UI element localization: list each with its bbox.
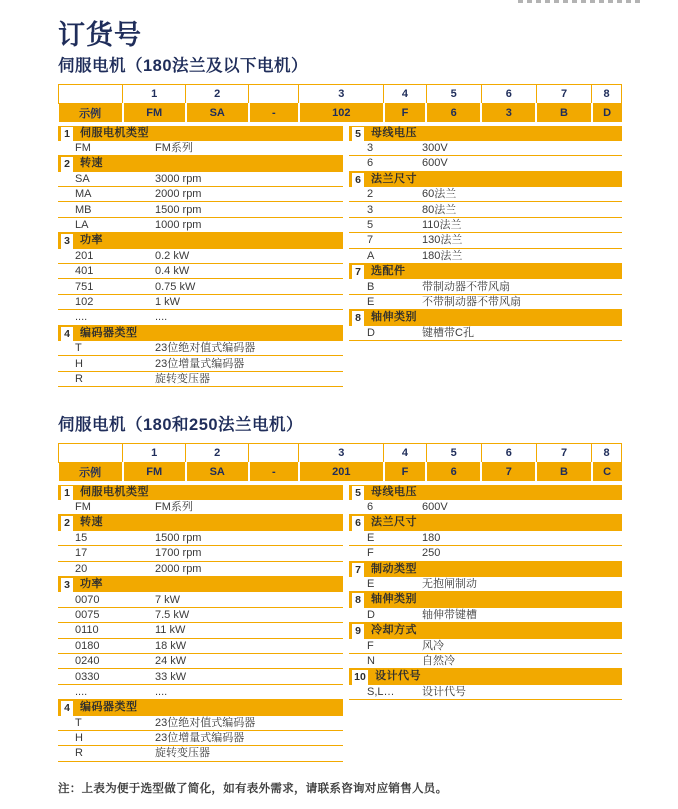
- code-cell: B: [367, 280, 375, 293]
- code-row: [58, 218, 343, 233]
- section-header: [58, 126, 343, 141]
- code-cell: E: [367, 578, 375, 591]
- table-example-cell: SA: [186, 104, 249, 122]
- code-row: [58, 172, 343, 187]
- section-title: 轴伸类别: [364, 310, 622, 325]
- description-cell: FM系列: [155, 501, 193, 514]
- section-number: 6: [349, 515, 364, 530]
- section-title: 制动类型: [364, 562, 622, 577]
- code-row: [58, 356, 343, 371]
- section-number: 1: [58, 485, 73, 500]
- description-cell: 0.75 kW: [155, 280, 196, 293]
- section-number: 5: [349, 485, 364, 500]
- description-cell: 1700 rpm: [155, 547, 202, 560]
- table-header-cell: 6: [481, 444, 536, 463]
- code-cell: 102: [75, 295, 94, 308]
- code-cell: N: [367, 655, 375, 668]
- section-number: 7: [349, 562, 364, 577]
- table-header-cell: 3: [299, 85, 384, 104]
- code-row: [349, 141, 622, 156]
- table-example-cell: 6: [426, 463, 481, 481]
- description-cell: 23位绝对值式编码器: [155, 716, 256, 729]
- code-cell: 0110: [75, 624, 99, 637]
- footnote: 注：上表为便于选型做了简化，如有表外需求，请联系咨询对应销售人员。: [58, 782, 448, 795]
- section-title: 冷却方式: [364, 623, 622, 638]
- code-cell: D: [367, 326, 375, 339]
- code-cell: 17: [75, 547, 88, 560]
- table-header-cell: [249, 444, 299, 463]
- code-row: [58, 669, 343, 684]
- code-row: [349, 187, 622, 202]
- section-title: 轴伸类别: [364, 592, 622, 607]
- table-header-cell: [59, 444, 123, 463]
- section-number: 2: [58, 515, 73, 530]
- description-cell: 7 kW: [155, 593, 181, 606]
- section-number: 6: [349, 172, 364, 187]
- table-example-cell: F: [384, 463, 426, 481]
- code-cell: T: [75, 342, 82, 355]
- description-cell: 轴伸带键槽: [422, 608, 477, 621]
- code-row: [58, 500, 343, 515]
- table-example-cell: FM: [123, 463, 186, 481]
- code-cell: 0180: [75, 639, 100, 652]
- section-number: 9: [349, 623, 364, 638]
- code-cell: 401: [75, 265, 94, 278]
- section-title: 功率: [73, 577, 343, 592]
- description-cell: 18 kW: [155, 639, 187, 652]
- code-cell: A: [367, 249, 375, 262]
- code-row: [349, 218, 622, 233]
- section-number: 4: [58, 326, 73, 341]
- description-cell: 60法兰: [422, 188, 457, 201]
- code-row: [58, 141, 343, 156]
- section-header: [349, 126, 622, 141]
- section-header: [58, 326, 343, 341]
- table-example-cell: C: [592, 463, 622, 481]
- section-title: 法兰尺寸: [364, 515, 622, 530]
- table-example-cell: D: [592, 104, 622, 122]
- table-example-cell: B: [536, 463, 591, 481]
- table-header-cell: 8: [592, 444, 622, 463]
- description-cell: 7.5 kW: [155, 608, 190, 621]
- section-columns: [58, 126, 622, 388]
- block-subtitle: 伺服电机（180和250法兰电机）: [58, 416, 304, 435]
- section-columns: [58, 485, 622, 762]
- code-cell: MA: [75, 188, 92, 201]
- section-title: 编码器类型: [73, 326, 343, 341]
- code-row: [58, 546, 343, 561]
- table-header-cell: 4: [384, 85, 426, 104]
- code-cell: F: [367, 547, 374, 560]
- code-row: [349, 608, 622, 623]
- section-header: [349, 485, 622, 500]
- code-row: [58, 295, 343, 310]
- code-row: [58, 372, 343, 387]
- description-cell: 不带制动器不带风扇: [422, 295, 521, 308]
- code-cell: MB: [75, 203, 92, 216]
- section-header: [349, 172, 622, 187]
- section-header: [349, 264, 622, 279]
- left-column: [58, 126, 343, 388]
- section-number: 8: [349, 592, 364, 607]
- section-number: 7: [349, 264, 364, 279]
- table-example-cell: 201: [299, 463, 384, 481]
- description-cell: 33 kW: [155, 670, 187, 683]
- description-cell: 带制动器不带风扇: [422, 280, 510, 293]
- description-cell: 23位增量式编码器: [155, 732, 245, 745]
- code-row: [58, 264, 343, 279]
- table-header-row: [59, 444, 622, 463]
- code-cell: S,L…: [367, 685, 395, 698]
- section-header: [349, 562, 622, 577]
- code-row: [58, 639, 343, 654]
- description-cell: 1000 rpm: [155, 219, 202, 232]
- description-cell: ....: [155, 685, 168, 698]
- order-code-table: [58, 84, 622, 122]
- right-column: [349, 126, 622, 341]
- table-example-cell: 示例: [59, 104, 123, 122]
- description-cell: 0.2 kW: [155, 249, 190, 262]
- code-row: [349, 531, 622, 546]
- page-content: [58, 0, 622, 796]
- code-row: [58, 202, 343, 217]
- section-header: [349, 515, 622, 530]
- description-cell: FM系列: [155, 142, 193, 155]
- order-code-table: [58, 443, 622, 481]
- table-header-cell: 5: [426, 444, 481, 463]
- description-cell: 180: [422, 532, 441, 544]
- code-row: [58, 654, 343, 669]
- table-header-cell: 1: [123, 85, 186, 104]
- section-number: 10: [349, 669, 368, 684]
- code-cell: F: [367, 639, 374, 652]
- table-header-cell: 2: [186, 85, 249, 104]
- code-row: [349, 500, 622, 515]
- code-row: [349, 654, 622, 669]
- order-code-blocks: [58, 56, 622, 762]
- description-cell: 80法兰: [422, 203, 457, 216]
- section-header: [349, 592, 622, 607]
- code-cell: 0075: [75, 608, 100, 621]
- section-title: 编码器类型: [73, 700, 343, 715]
- section-header: [58, 700, 343, 715]
- block-subtitle: 伺服电机（180法兰及以下电机）: [58, 57, 309, 75]
- section-header: [58, 577, 343, 592]
- section-number: 3: [58, 233, 73, 248]
- description-cell: 180法兰: [422, 249, 463, 262]
- section-header: [58, 515, 343, 530]
- description-cell: 1500 rpm: [155, 532, 202, 544]
- table-header-cell: 4: [384, 444, 426, 463]
- table-example-cell: FM: [123, 104, 186, 122]
- code-row: [349, 685, 622, 700]
- code-cell: 3: [367, 203, 374, 216]
- code-cell: FM: [75, 142, 91, 155]
- code-cell: E: [367, 295, 375, 308]
- description-cell: 2000 rpm: [155, 562, 202, 575]
- description-cell: 无抱闸制动: [422, 578, 477, 591]
- description-cell: 300V: [422, 142, 448, 155]
- code-cell: R: [75, 372, 83, 385]
- code-cell: E: [367, 532, 375, 544]
- code-cell: 5: [367, 219, 374, 232]
- table-header-row: [59, 85, 622, 104]
- description-cell: 23位增量式编码器: [155, 357, 245, 370]
- description-cell: 1 kW: [155, 295, 181, 308]
- description-cell: 0.4 kW: [155, 265, 190, 278]
- code-row: [58, 716, 343, 731]
- table-example-cell: F: [384, 104, 426, 122]
- section-header: [349, 623, 622, 638]
- code-cell: ....: [75, 685, 88, 698]
- motor-order-block: [58, 415, 622, 762]
- description-cell: 600V: [422, 501, 448, 514]
- description-cell: 24 kW: [155, 655, 187, 668]
- table-example-cell: 102: [299, 104, 384, 122]
- left-column: [58, 485, 343, 762]
- section-title: 转速: [73, 156, 343, 171]
- section-header: [58, 485, 343, 500]
- table-example-row: [59, 463, 622, 481]
- code-cell: 6: [367, 501, 374, 514]
- description-cell: 11 kW: [155, 624, 186, 637]
- code-cell: ....: [75, 311, 88, 324]
- code-row: [58, 310, 343, 325]
- table-example-cell: B: [536, 104, 591, 122]
- code-cell: 15: [75, 532, 88, 544]
- section-title: 伺服电机类型: [73, 485, 343, 500]
- right-column: [349, 485, 622, 700]
- code-row: [58, 731, 343, 746]
- code-cell: 2: [367, 188, 374, 201]
- table-example-cell: 示例: [59, 463, 123, 481]
- code-cell: 0240: [75, 655, 100, 668]
- section-title: 伺服电机类型: [73, 126, 343, 141]
- section-header: [58, 233, 343, 248]
- code-row: [349, 279, 622, 294]
- code-row: [58, 279, 343, 294]
- description-cell: 2000 rpm: [155, 188, 202, 201]
- code-row: [58, 746, 343, 761]
- table-example-row: [59, 104, 622, 122]
- table-example-cell: -: [249, 104, 299, 122]
- code-cell: FM: [75, 501, 91, 514]
- code-row: [58, 531, 343, 546]
- section-number: 5: [349, 126, 364, 141]
- code-cell: T: [75, 716, 82, 729]
- code-row: [349, 546, 622, 561]
- section-header: [349, 669, 622, 684]
- section-title: 选配件: [364, 264, 622, 279]
- code-row: [349, 233, 622, 248]
- section-number: 8: [349, 310, 364, 325]
- code-cell: H: [75, 732, 83, 745]
- description-cell: 旋转变压器: [155, 372, 210, 385]
- description-cell: 旋转变压器: [155, 747, 210, 760]
- description-cell: 110法兰: [422, 219, 462, 232]
- table-header-cell: [249, 85, 299, 104]
- code-row: [349, 295, 622, 310]
- section-title: 转速: [73, 515, 343, 530]
- code-row: [58, 341, 343, 356]
- section-title: 法兰尺寸: [364, 172, 622, 187]
- description-cell: 600V: [422, 157, 448, 170]
- table-example-cell: -: [249, 463, 299, 481]
- code-row: [58, 685, 343, 700]
- code-row: [58, 623, 343, 638]
- motor-order-block: [58, 56, 622, 387]
- table-example-cell: 3: [481, 104, 536, 122]
- code-row: [349, 326, 622, 341]
- section-header: [58, 156, 343, 171]
- section-title: 母线电压: [364, 485, 622, 500]
- section-number: 2: [58, 156, 73, 171]
- code-row: [349, 156, 622, 171]
- code-row: [349, 249, 622, 264]
- code-cell: 6: [367, 157, 374, 170]
- section-title: 母线电压: [364, 126, 622, 141]
- description-cell: 3000 rpm: [155, 172, 202, 185]
- code-row: [58, 249, 343, 264]
- table-header-cell: 8: [592, 85, 622, 104]
- description-cell: 130法兰: [422, 234, 463, 247]
- table-example-cell: 6: [426, 104, 481, 122]
- description-cell: 23位绝对值式编码器: [155, 342, 256, 355]
- table-header-cell: 1: [123, 444, 186, 463]
- section-title: 设计代号: [368, 669, 622, 684]
- code-cell: D: [367, 608, 375, 621]
- description-cell: 风冷: [422, 639, 444, 652]
- section-header: [349, 310, 622, 325]
- code-cell: 201: [75, 249, 94, 262]
- description-cell: 1500 rpm: [155, 203, 202, 216]
- description-cell: 键槽带C孔: [422, 326, 474, 339]
- code-cell: 3: [367, 142, 374, 155]
- code-cell: 7: [367, 234, 374, 247]
- code-row: [349, 202, 622, 217]
- code-cell: LA: [75, 219, 89, 232]
- code-row: [58, 562, 343, 577]
- description-cell: 250: [422, 547, 441, 560]
- table-header-cell: 2: [186, 444, 249, 463]
- code-cell: SA: [75, 172, 90, 185]
- table-header-cell: 3: [299, 444, 384, 463]
- table-example-cell: 7: [481, 463, 536, 481]
- section-number: 3: [58, 577, 73, 592]
- description-cell: 设计代号: [422, 685, 466, 698]
- table-header-cell: 5: [426, 85, 481, 104]
- code-cell: 0070: [75, 593, 100, 606]
- code-row: [349, 577, 622, 592]
- code-cell: 0330: [75, 670, 100, 683]
- code-cell: H: [75, 357, 83, 370]
- description-cell: 自然冷: [422, 655, 455, 668]
- code-row: [58, 608, 343, 623]
- table-header-cell: 7: [536, 444, 591, 463]
- code-row: [58, 592, 343, 607]
- description-cell: ....: [155, 311, 168, 324]
- table-example-cell: SA: [186, 463, 249, 481]
- page-title: 订货号: [58, 20, 142, 50]
- section-number: 1: [58, 126, 73, 141]
- code-row: [58, 187, 343, 202]
- table-header-cell: [59, 85, 123, 104]
- code-cell: 20: [75, 562, 88, 575]
- code-cell: 751: [75, 280, 94, 293]
- table-header-cell: 7: [536, 85, 591, 104]
- section-title: 功率: [73, 233, 343, 248]
- table-header-cell: 6: [481, 85, 536, 104]
- section-number: 4: [58, 700, 73, 715]
- code-row: [349, 639, 622, 654]
- code-cell: R: [75, 747, 83, 760]
